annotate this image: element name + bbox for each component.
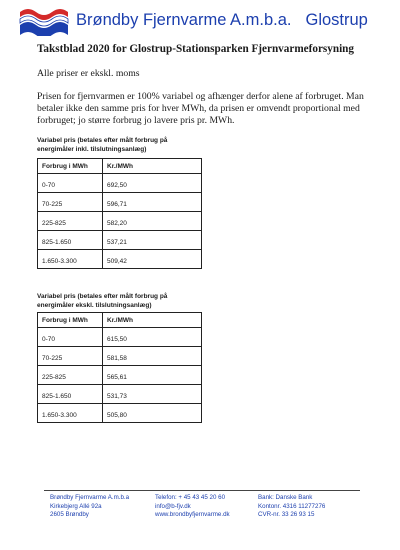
column-header-consumption: Forbrug i MWh [38, 159, 103, 174]
table2-title-line1: Variabel pris (betales efter målt forbrug på [37, 293, 168, 300]
consumption-cell: 1.650-3.300 [38, 404, 103, 423]
price-table-excl [37, 312, 202, 423]
consumption-cell: 1.650-3.300 [38, 250, 103, 269]
consumption-cell: 0-70 [38, 328, 103, 347]
table-row [38, 250, 202, 269]
footer-city: 2605 Brøndby [50, 511, 89, 518]
table-row [38, 212, 202, 231]
price-cell: 565,61 [103, 366, 202, 385]
consumption-cell: 70-225 [38, 193, 103, 212]
consumption-cell: 825-1.650 [38, 385, 103, 404]
consumption-cell: 0-70 [38, 174, 103, 193]
footer-bank [258, 494, 325, 520]
column-header-price: Kr./MWh [103, 313, 202, 328]
price-cell: 692,50 [103, 174, 202, 193]
consumption-cell: 225-825 [38, 366, 103, 385]
table-row [38, 174, 202, 193]
company-name-heading [76, 11, 396, 30]
price-cell: 615,50 [103, 328, 202, 347]
vat-note: Alle priser er ekskl. moms [37, 68, 140, 79]
table-header-row [38, 159, 202, 174]
table1-title [37, 136, 227, 154]
column-header-consumption: Forbrug i MWh [38, 313, 103, 328]
footer-bank-name: Bank: Danske Bank [258, 494, 313, 501]
price-cell: 505,80 [103, 404, 202, 423]
column-header-price: Kr./MWh [103, 159, 202, 174]
table-header-row [38, 313, 202, 328]
page-title: Takstblad 2020 for Glostrup-Stationsparken Fjernvarmeforsyning [37, 43, 355, 55]
consumption-cell: 225-825 [38, 212, 103, 231]
table2-title [37, 292, 227, 310]
company-location: Glostrup [305, 11, 368, 29]
footer-street: Kirkebjerg Allé 92a [50, 502, 102, 510]
table-row [38, 231, 202, 250]
price-cell: 581,58 [103, 347, 202, 366]
price-cell: 596,71 [103, 193, 202, 212]
table-row [38, 193, 202, 212]
header [19, 8, 389, 38]
pricing-explanation: Prisen for fjernvarmen er 100% variabel og afhænger derfor alene af forbruget. Man betaler ikke den samme pris for hver MWh, da prisen er omvendt proportional med forbruget; jo større forbrug jo lavere pris pr. MWh. [37, 91, 364, 126]
price-cell: 509,42 [103, 250, 202, 269]
footer-address [50, 494, 129, 520]
wave-logo-icon [19, 8, 71, 36]
footer-contact [155, 494, 230, 520]
footer-phone: Telefon: + 45 43 45 20 60 [155, 494, 226, 501]
table-row [38, 347, 202, 366]
company-name: Brøndby Fjernvarme A.m.b.a. [76, 11, 292, 29]
table-row [38, 328, 202, 347]
table1-title-line2: energimåler inkl. tilslutningsanlæg) [37, 146, 147, 153]
footer-company: Brøndby Fjernvarme A.m.b.a [50, 494, 130, 501]
footer-divider [44, 490, 360, 491]
consumption-cell: 70-225 [38, 347, 103, 366]
price-cell: 582,20 [103, 212, 202, 231]
footer-account: Kontonr. 4316 11277276 [258, 502, 326, 510]
table1-title-line1: Variabel pris (betales efter målt forbrug på [37, 137, 168, 144]
table2-title-line2: energimåler ekskl. tilslutningsanlæg) [37, 302, 152, 309]
table-row [38, 404, 202, 423]
footer-cvr: CVR-nr. 33 26 93 15 [258, 511, 315, 518]
table-row [38, 366, 202, 385]
price-cell: 537,21 [103, 231, 202, 250]
footer-website[interactable]: www.brondbyfjernvarme.dk [155, 511, 230, 518]
price-cell: 531,73 [103, 385, 202, 404]
consumption-cell: 825-1.650 [38, 231, 103, 250]
table-row [38, 385, 202, 404]
footer-email[interactable]: info@b-fjv.dk [155, 502, 191, 510]
price-table-incl [37, 158, 202, 269]
